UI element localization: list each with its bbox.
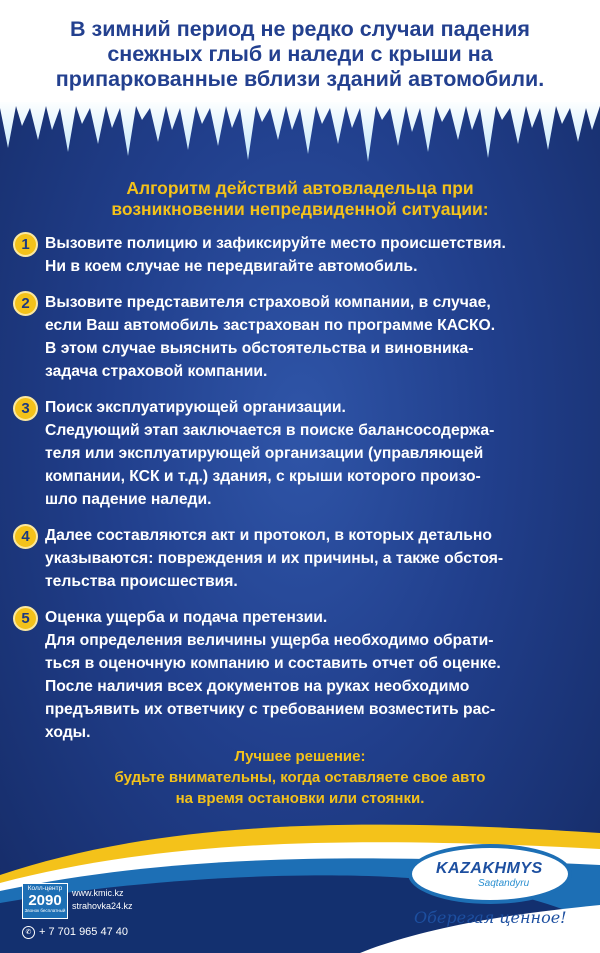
step-1: [13, 232, 593, 278]
step-5: [13, 606, 593, 744]
step-number-badge: 3: [13, 396, 38, 421]
call-center-number: 2090: [28, 892, 62, 909]
headline-line: припаркованные вблизи зданий автомобили.: [55, 67, 545, 91]
logo-slogan: Оберегая ценное!: [414, 908, 567, 927]
step-2: [13, 291, 593, 383]
icicles-decoration: [0, 100, 600, 175]
step-line: Ни в коем случае не передвигайте автомобиль.: [45, 258, 418, 275]
step-line: шло падение наледи.: [45, 491, 212, 508]
whatsapp-icon: ✆: [22, 926, 35, 939]
step-text: [45, 232, 593, 278]
phone-number: [22, 925, 128, 939]
website-link[interactable]: www.kmic.kz: [72, 888, 124, 898]
step-number-badge: 2: [13, 291, 38, 316]
step-line: компании, КСК и т.д.) здания, с крыши которого произо-: [45, 468, 481, 485]
subheading-line: Алгоритм действий автовладельца при: [126, 178, 474, 198]
step-line: если Ваш автомобиль застрахован по программе КАСКО.: [45, 317, 496, 334]
website-link[interactable]: strahovka24.kz: [72, 901, 133, 911]
best-solution-line: на время остановки или стоянки.: [175, 790, 425, 807]
header-band: [0, 0, 600, 102]
step-text: [45, 396, 593, 511]
step-text: [45, 606, 593, 744]
step-line: Вызовите полицию и зафиксируйте место происшетствия.: [45, 235, 506, 252]
phone-text: + 7 701 965 47 40: [39, 926, 128, 938]
step-line: Оценка ущерба и подача претензии.: [45, 609, 328, 626]
step-line: Следующий этап заключается в поиске балансосодержа-: [45, 422, 495, 439]
step-line: В этом случае выяснить обстоятельства и виновника-: [45, 340, 474, 357]
step-line: указываются: повреждения и их причины, а также обстоя-: [45, 550, 504, 567]
step-line: Далее составляются акт и протокол, в которых детально: [45, 527, 492, 544]
websites: [72, 887, 133, 913]
call-center-badge: [22, 883, 68, 919]
step-line: Для определения величины ущерба необходимо обрати-: [45, 632, 494, 649]
step-text: [45, 291, 593, 383]
subheading-line: возникновении непредвиденной ситуации:: [111, 199, 489, 219]
call-center-label: Колл-центр: [27, 885, 63, 892]
step-line: задача страховой компании.: [45, 363, 268, 380]
step-line: ходы.: [45, 724, 91, 741]
step-3: [13, 396, 593, 511]
contact-block: [22, 883, 222, 943]
best-solution-note: [0, 746, 600, 809]
call-center-sub: Звонок бесплатный: [24, 908, 66, 913]
algorithm-heading: [0, 178, 600, 220]
step-number-badge: 4: [13, 524, 38, 549]
step-line: предъявить их ответчику с требованием возместить рас-: [45, 701, 496, 718]
step-line: ться в оценочную компанию и составить отчет об оценке.: [45, 655, 501, 672]
headline-line: В зимний период не редко случаи падения: [70, 17, 530, 41]
step-4: [13, 524, 593, 593]
step-line: теля или эксплуатирующей организации (управляющей: [45, 445, 484, 462]
steps-list: [13, 232, 593, 757]
step-number-badge: 1: [13, 232, 38, 257]
step-line: Поиск эксплуатирующей организации.: [45, 399, 346, 416]
step-line: Вызовите представителя страховой компании, в случае,: [45, 294, 491, 311]
logo-sub: Saqtandyru: [478, 878, 530, 889]
logo-brand: KAZAKHMYS: [436, 860, 543, 877]
step-line: После наличия всех документов на руках необходимо: [45, 678, 470, 695]
step-line: тельства происшествия.: [45, 573, 238, 590]
step-number-badge: 5: [13, 606, 38, 631]
best-solution-line: будьте внимательны, когда оставляете свое авто: [114, 769, 486, 786]
headline-line: снежных глыб и наледи с крыши на: [107, 42, 493, 66]
headline: [0, 17, 600, 92]
step-text: [45, 524, 593, 593]
kazakhmys-logo: [400, 838, 576, 934]
best-solution-line: Лучшее решение:: [234, 748, 366, 765]
